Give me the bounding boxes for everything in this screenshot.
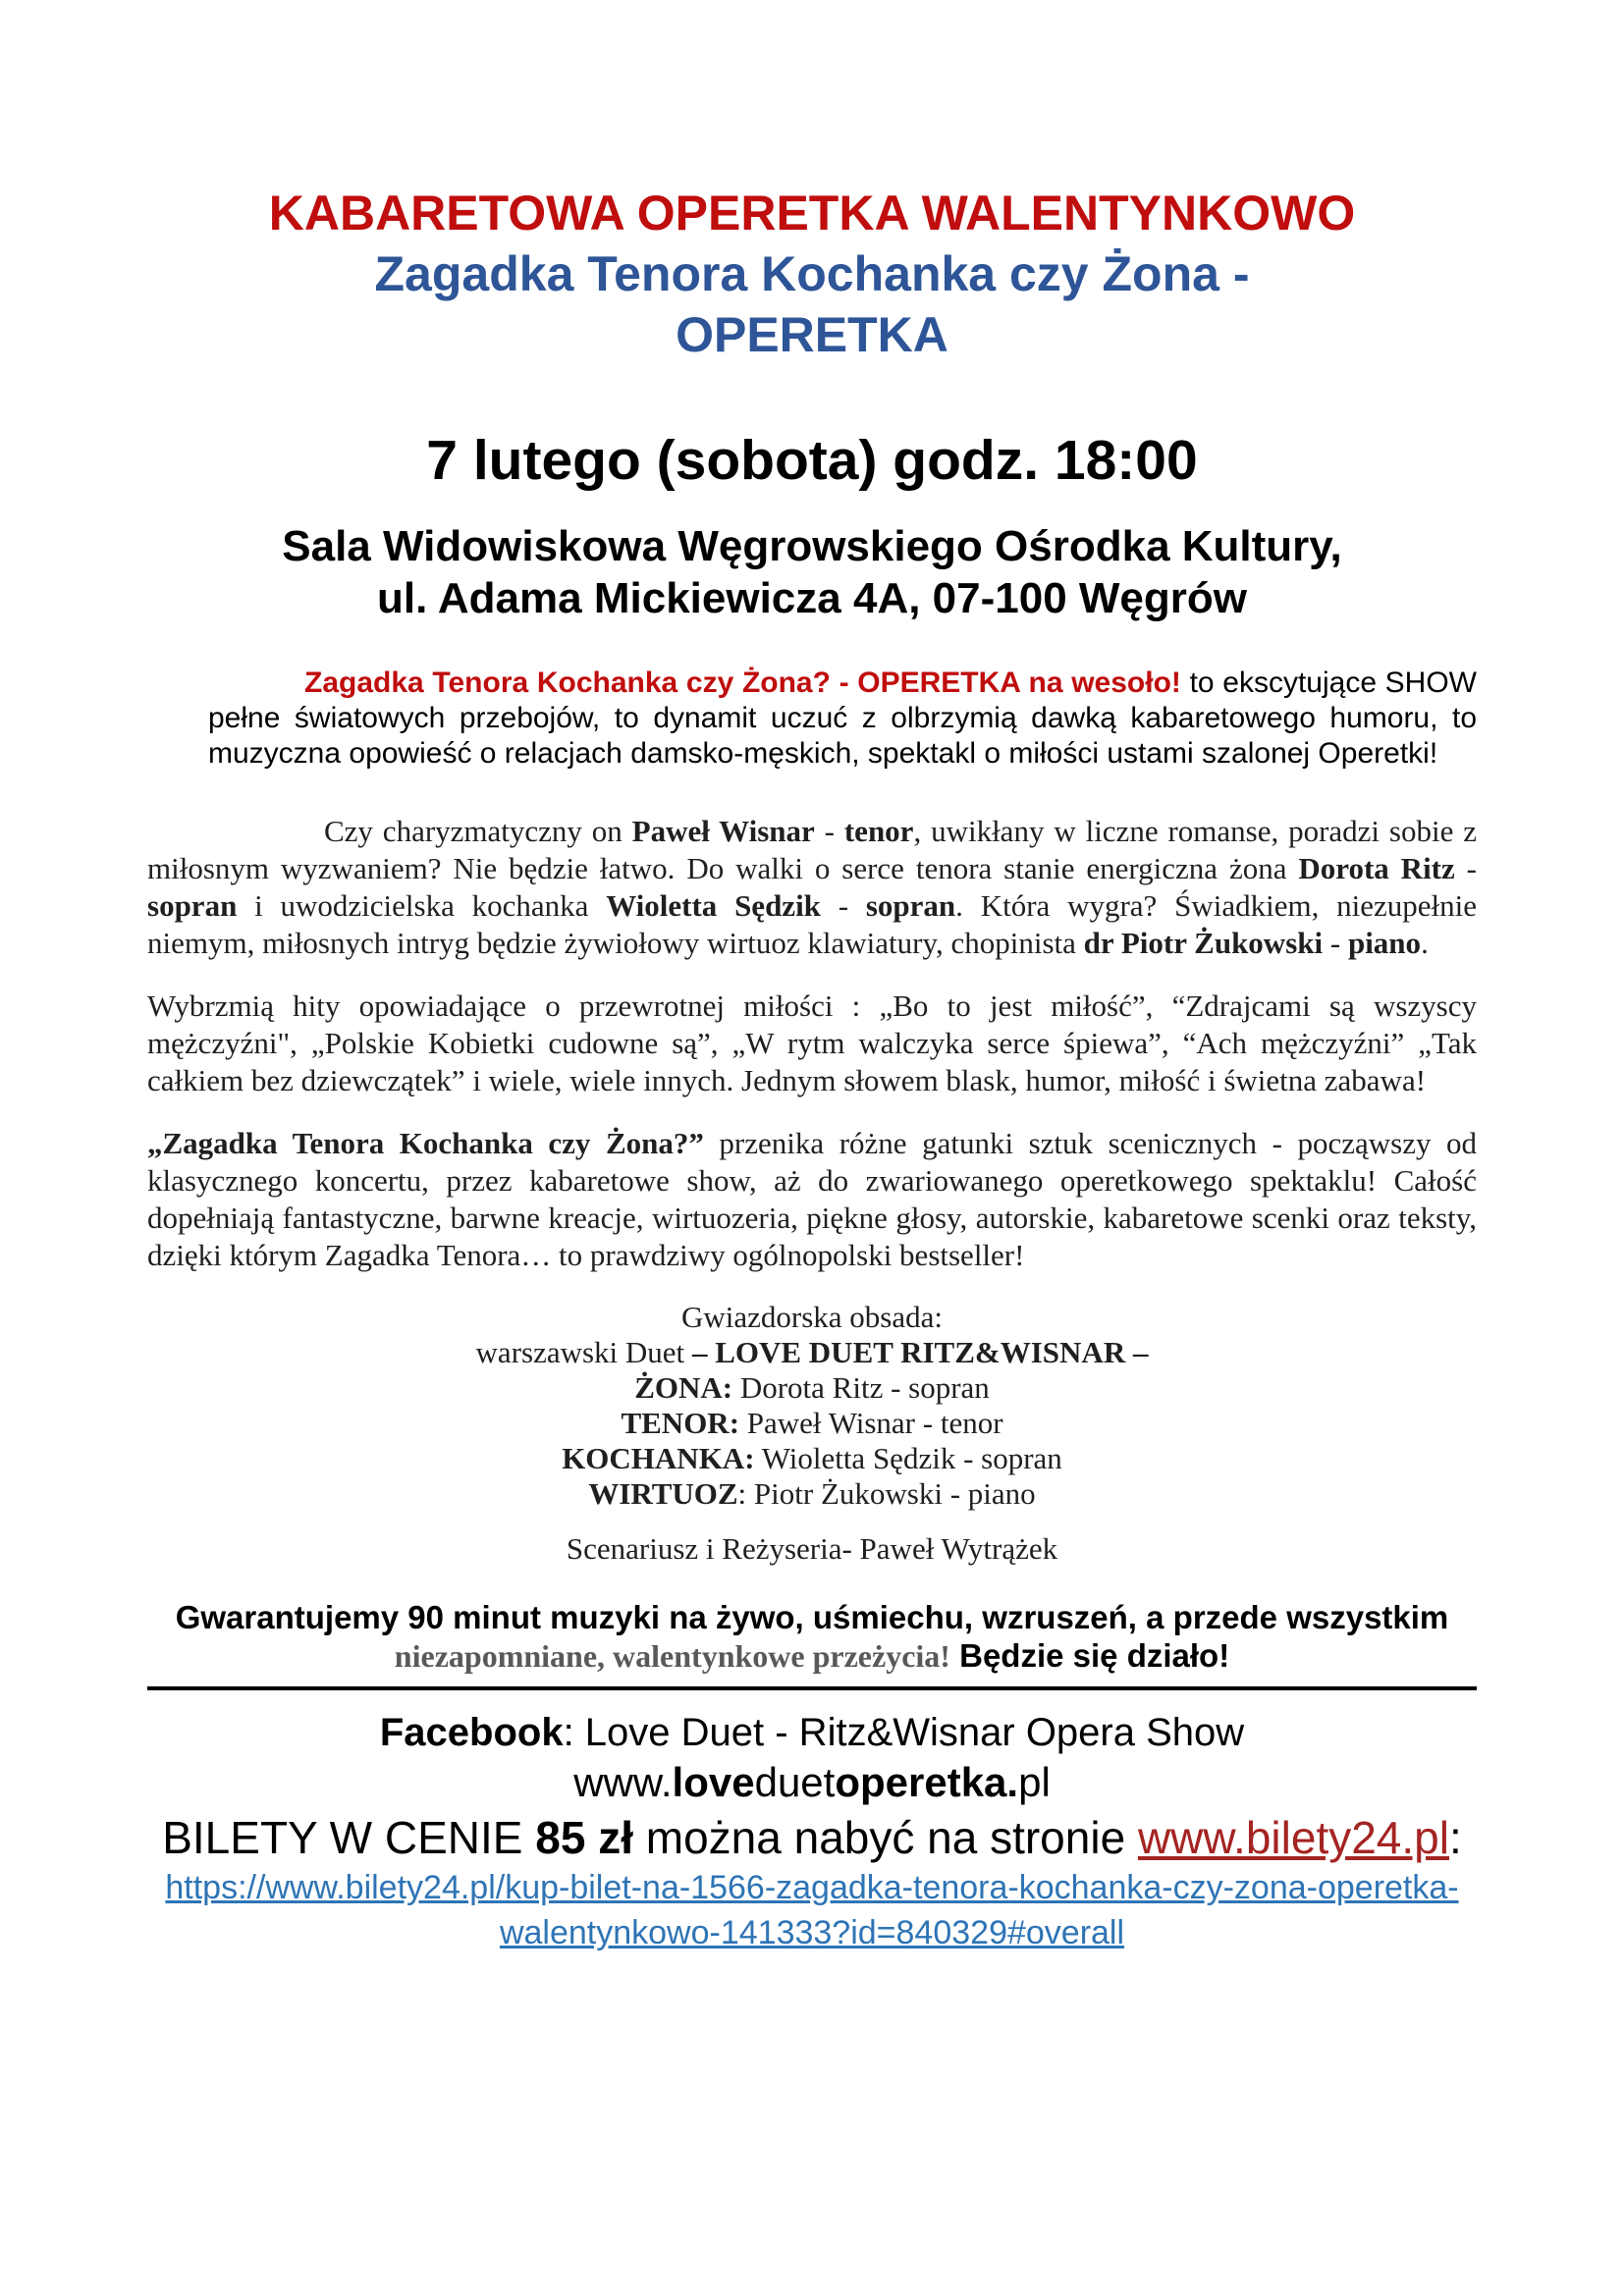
event-subtitle-line1: Zagadka Tenora Kochanka czy Żona - — [374, 246, 1250, 301]
intro-lead-red: Zagadka Tenora Kochanka czy Żona? - OPERETKA na wesoło! — [304, 667, 1181, 699]
cast-role-wirtuoz — [147, 1476, 1477, 1512]
performer-role: sopran — [147, 888, 238, 923]
genre-paragraph — [147, 1125, 1477, 1274]
ticket-price: 85 zł — [535, 1812, 633, 1863]
performer-name: Wioletta Sędzik — [606, 888, 821, 923]
site-pl: pl — [1018, 1759, 1051, 1805]
duet-name: – LOVE DUET RITZ&WISNAR – — [691, 1335, 1149, 1369]
story-text: . — [1421, 926, 1429, 960]
site-love: love — [672, 1759, 755, 1805]
divider-line — [147, 1686, 1477, 1690]
cast-role-tenor — [147, 1406, 1477, 1441]
performer-role: tenor — [843, 814, 914, 848]
story-paragraph — [147, 813, 1477, 962]
intro-rest: to ekscytujące SHOW pełne światowych przebojów, to dynamit uczuć z olbrzymią dawką kabaretowego humoru, to muzyczna opowieść o relacjach damsko-męskich, spektakl o miłości ustami szalonej Operetki! — [208, 667, 1477, 770]
hits-paragraph: Wybrzmią hity opowiadające o przewrotnej miłości : „Bo to jest miłość”, “Zdrajcami są wszyscy mężczyźni", „Polskie Kobietki cudowne są”, „W rytm walczyka serce śpiewa”, “Ach mężczyźni” „Tak całkiem bez dziewczątek” i wiele, wiele innych. Jednym słowem blask, humor, miłość i świetna zabawa! — [147, 988, 1477, 1097]
role-label: ŻONA: — [634, 1370, 733, 1405]
facebook-line — [147, 1708, 1477, 1757]
role-value: Paweł Wisnar - tenor — [739, 1406, 1003, 1440]
story-text: - — [1323, 926, 1348, 960]
event-date: 7 lutego (sobota) godz. 18:00 — [426, 429, 1198, 492]
ticket-url-line2[interactable]: walentynkowo-141333?id=840329#overall — [499, 1914, 1125, 1951]
site-duet: duet — [754, 1759, 836, 1805]
performer-role: piano — [1347, 926, 1422, 960]
performer-name: Paweł Wisnar — [631, 814, 815, 848]
story-text: - — [814, 814, 844, 848]
performer-role: sopran — [865, 888, 956, 923]
duet-prefix: warszawski Duet — [475, 1335, 692, 1369]
cast-block — [147, 1300, 1477, 1512]
facebook-label: Facebook — [379, 1711, 564, 1754]
ticket-url-line1[interactable]: https://www.bilety24.pl/kup-bilet-na-1566-zagadka-tenora-kochanka-czy-zona-operetka- — [165, 1869, 1459, 1906]
story-text: i uwodzicielska kochanka — [237, 888, 607, 923]
event-venue — [147, 520, 1477, 624]
tickets-colon: : — [1448, 1812, 1462, 1863]
role-label: KOCHANKA: — [562, 1441, 755, 1475]
bilety24-link[interactable]: www.bilety24.pl — [1137, 1812, 1449, 1863]
event-subtitle-line2: OPERETKA — [676, 307, 948, 362]
credits-line: Scenariusz i Reżyseria- Paweł Wytrążek — [566, 1531, 1058, 1566]
role-value: : Piotr Żukowski - piano — [737, 1476, 1036, 1511]
site-operetka: operetka. — [835, 1759, 1019, 1805]
story-text: - — [1454, 851, 1477, 885]
performer-name: Dorota Ritz — [1298, 851, 1455, 885]
story-text: . Która wygra? Świadkiem, niezupełnie niemym, miłosnych intryg będzie żywiołowy wirtuoz klawiatury, chopinista — [147, 888, 1477, 960]
genre-lead-bold: „Zagadka Tenora Kochanka czy Żona?” — [147, 1126, 704, 1160]
website-line — [147, 1757, 1477, 1808]
role-label: TENOR: — [621, 1406, 740, 1440]
facebook-page-name: : Love Duet - Ritz&Wisnar Opera Show — [563, 1711, 1245, 1754]
genre-rest: przenika różne gatunki sztuk scenicznych - począwszy od klasycznego koncertu, przez kabaretowe show, aż do zwariowanego operetkowego spektaklu! Całość dopełniają fantastyczne, barwne kreacje, wirtuozeria, piękne głosy, autorskie, kabaretowe scenki oraz teksty, dzięki którym Zagadka Tenora… to prawdziwy ogólnopolski bestseller! — [147, 1126, 1477, 1272]
performer-name: dr Piotr Żukowski — [1083, 926, 1324, 960]
story-text: Czy charyzmatyczny on — [324, 814, 632, 848]
guarantee-line1: Gwarantujemy 90 minut muzyki na żywo, uśmiechu, wzruszeń, a przede wszystkim — [175, 1599, 1449, 1635]
venue-line2: ul. Adama Mickiewicza 4A, 07-100 Węgrów — [376, 574, 1247, 622]
event-subtitle — [147, 243, 1477, 365]
tickets-text: BILETY W CENIE — [162, 1812, 536, 1863]
role-value: Wioletta Sędzik - sopran — [754, 1441, 1062, 1475]
guarantee-line2-serif: niezapomniane, walentynkowe przeżycia! — [394, 1638, 950, 1674]
cast-duet-line — [147, 1335, 1477, 1370]
guarantee-line2-sans: Będzie się działo! — [949, 1637, 1230, 1674]
cast-role-zona — [147, 1370, 1477, 1406]
tickets-text: można nabyć na stronie — [632, 1812, 1138, 1863]
story-text: , uwikłany w liczne romanse, poradzi sobie z miłosnym wyzwaniem? Nie będzie łatwo. Do walki o serce tenora stanie energiczna żona — [147, 814, 1477, 885]
ticket-url — [147, 1865, 1477, 1955]
tickets-line — [147, 1810, 1477, 1865]
cast-role-kochanka — [147, 1441, 1477, 1476]
site-www: www. — [573, 1759, 673, 1805]
guarantee-block — [147, 1598, 1477, 1675]
role-label: WIRTUOZ — [588, 1476, 738, 1511]
role-value: Dorota Ritz - sopran — [732, 1370, 990, 1405]
event-title: KABARETOWA OPERETKA WALENTYNKOWO — [268, 186, 1356, 240]
cast-heading: Gwiazdorska obsada: — [681, 1300, 943, 1334]
story-text: - — [820, 888, 866, 923]
intro-paragraph — [208, 666, 1477, 772]
guarantee-line2 — [147, 1637, 1477, 1675]
venue-line1: Sala Widowiskowa Węgrowskiego Ośrodka Kultury, — [282, 522, 1342, 570]
